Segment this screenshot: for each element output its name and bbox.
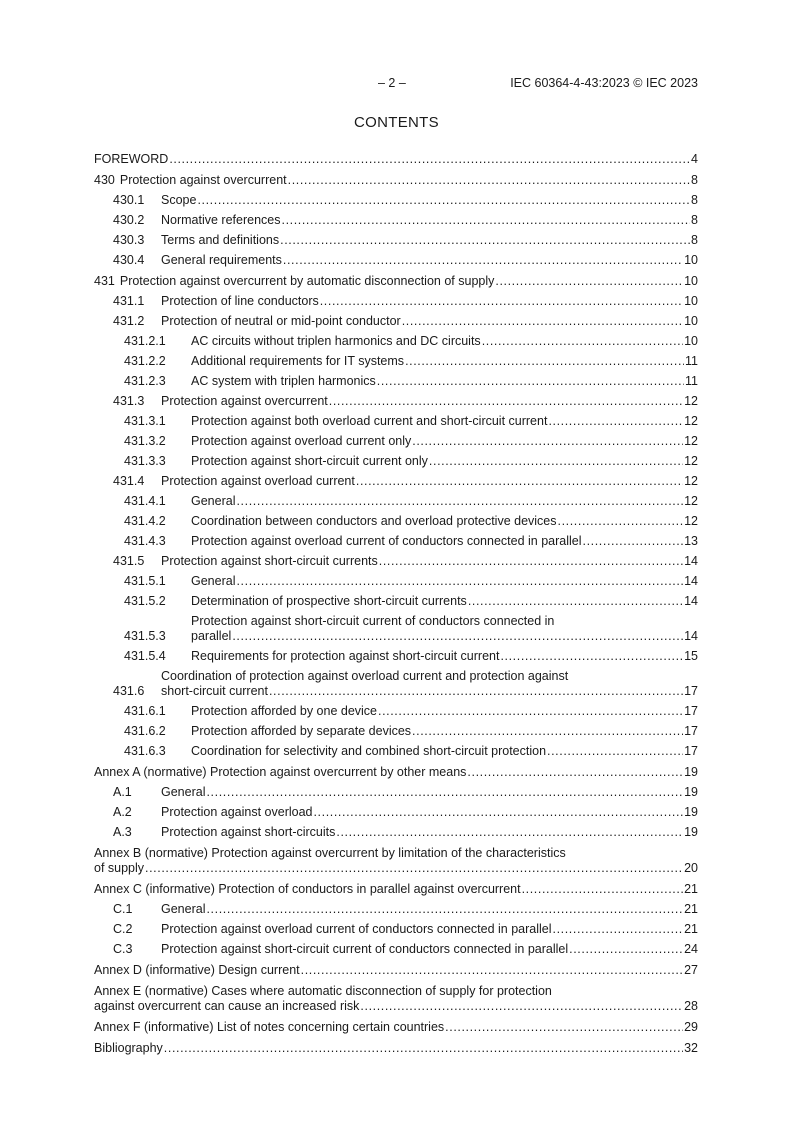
toc-entry-title: Protection against short-circuit current only xyxy=(191,454,428,468)
toc-entry-page: 19 xyxy=(684,825,698,839)
toc-entry-page: 14 xyxy=(684,629,698,643)
toc-entry[interactable] xyxy=(94,882,698,897)
toc-entry[interactable] xyxy=(94,494,698,509)
toc-entry-page: 21 xyxy=(684,882,698,896)
toc-entry-title: Annex C (informative) Protection of conductors in parallel against overcurrent xyxy=(94,882,521,896)
toc-entry[interactable] xyxy=(94,193,698,208)
toc-leader-dots xyxy=(468,594,683,609)
toc-leader-dots xyxy=(548,414,683,429)
toc-entry-body xyxy=(94,984,698,1014)
toc-entry-title: Protection against overload current of conductors connected in parallel xyxy=(161,922,552,936)
toc-entry-page: 20 xyxy=(684,861,698,875)
toc-entry[interactable] xyxy=(94,213,698,228)
page-header xyxy=(0,76,793,92)
toc-entry-number: 431.3.3 xyxy=(124,454,166,468)
toc-entry[interactable] xyxy=(94,394,698,409)
toc-entry[interactable] xyxy=(94,514,698,529)
toc-entry-page: 14 xyxy=(684,574,698,588)
toc-entry-body xyxy=(191,334,698,349)
toc-entry[interactable] xyxy=(94,724,698,739)
toc-entry[interactable] xyxy=(94,233,698,248)
toc-entry-page: 10 xyxy=(684,314,698,328)
toc-entry-title: Protection against short-circuit currents xyxy=(161,554,378,568)
toc-entry-title: Protection against overcurrent by automatic disconnection of supply xyxy=(119,274,495,288)
toc-entry-title: Protection against short-circuit current of conductors connected in xyxy=(191,614,555,628)
toc-leader-dots xyxy=(495,274,683,289)
toc-entry-page: 19 xyxy=(684,785,698,799)
toc-entry-page: 10 xyxy=(684,294,698,308)
toc-entry[interactable] xyxy=(94,614,698,644)
toc-leader-dots xyxy=(482,334,683,349)
toc-entry[interactable] xyxy=(94,534,698,549)
toc-entry-title: Coordination between conductors and overload protective devices xyxy=(191,514,557,528)
toc-entry-body xyxy=(120,274,698,289)
toc-entry[interactable] xyxy=(94,334,698,349)
toc-entry-body xyxy=(191,434,698,449)
toc-leader-dots xyxy=(569,942,683,957)
toc-entry[interactable] xyxy=(94,294,698,309)
toc-entry[interactable] xyxy=(94,173,698,188)
toc-entry-body xyxy=(94,152,698,167)
toc-entry-number: C.3 xyxy=(113,942,133,956)
toc-entry[interactable] xyxy=(94,765,698,780)
toc-entry-number: 431.5.1 xyxy=(124,574,166,588)
toc-leader-dots xyxy=(232,629,683,644)
toc-entry-title: Normative references xyxy=(161,213,281,227)
toc-entry-title: Coordination of protection against overload current and protection against xyxy=(161,669,569,683)
toc-leader-dots xyxy=(169,152,690,167)
toc-entry-page: 8 xyxy=(691,173,698,187)
toc-entry[interactable] xyxy=(94,704,698,719)
toc-leader-dots xyxy=(583,534,684,549)
toc-entry-page: 17 xyxy=(684,724,698,738)
toc-entry-number: 431.2.2 xyxy=(124,354,166,368)
toc-entry-body xyxy=(94,963,698,978)
toc-entry-page: 12 xyxy=(684,414,698,428)
toc-entry-page: 21 xyxy=(684,922,698,936)
toc-entry[interactable] xyxy=(94,805,698,820)
toc-entry-number: 431.5 xyxy=(113,554,145,568)
toc-entry-body xyxy=(191,724,698,739)
toc-entry-number: 431.3.1 xyxy=(124,414,166,428)
toc-entry-title: Determination of prospective short-circuit currents xyxy=(191,594,467,608)
toc-entry-title: Protection against overcurrent xyxy=(119,173,287,187)
toc-entry-number: 430.3 xyxy=(113,233,145,247)
toc-entry-title-continued: parallel xyxy=(191,629,232,643)
toc-entry-title: AC circuits without triplen harmonics and DC circuits xyxy=(191,334,481,348)
toc-entry-page: 12 xyxy=(684,394,698,408)
toc-entry-title: Protection afforded by separate devices xyxy=(191,724,412,738)
toc-entry-number: 431.6.3 xyxy=(124,744,166,758)
toc-entry-body xyxy=(161,213,698,228)
toc-entry-title: Annex D (informative) Design current xyxy=(94,963,300,977)
toc-entry-body xyxy=(94,1020,698,1035)
toc-entry[interactable] xyxy=(94,984,698,1014)
toc-entry-title: General xyxy=(161,902,206,916)
toc-entry-number: C.2 xyxy=(113,922,133,936)
toc-entry-page: 8 xyxy=(691,193,698,207)
toc-entry-number: 431.4.3 xyxy=(124,534,166,548)
toc-entry-number: 431.6.1 xyxy=(124,704,166,718)
toc-entry-body xyxy=(161,785,698,800)
toc-leader-dots xyxy=(336,825,683,840)
toc-entry-number: 431.3.2 xyxy=(124,434,166,448)
toc-entry-body xyxy=(191,744,698,759)
toc-entry[interactable] xyxy=(94,785,698,800)
toc-entry-number: 430.2 xyxy=(113,213,145,227)
toc-entry[interactable] xyxy=(94,963,698,978)
toc-entry-number: 431.4 xyxy=(113,474,145,488)
toc-entry-body xyxy=(191,514,698,529)
page-number: – 2 – xyxy=(378,76,406,90)
toc-entry-title: General xyxy=(161,785,206,799)
toc-leader-dots xyxy=(379,554,683,569)
toc-entry[interactable] xyxy=(94,574,698,589)
toc-entry-body xyxy=(191,704,698,719)
toc-entry-body xyxy=(161,825,698,840)
toc-entry-title: General xyxy=(191,574,236,588)
toc-entry-page: 12 xyxy=(684,514,698,528)
toc-entry-body xyxy=(94,1041,698,1056)
toc-entry-body xyxy=(94,846,698,876)
toc-entry-body xyxy=(191,594,698,609)
toc-entry-number: 431.3 xyxy=(113,394,145,408)
toc-entry-page: 12 xyxy=(684,454,698,468)
toc-entry-page: 14 xyxy=(684,554,698,568)
toc-entry-body xyxy=(161,922,698,937)
toc-entry-body xyxy=(191,534,698,549)
toc-entry-page: 12 xyxy=(684,494,698,508)
toc-entry-number: 431.5.2 xyxy=(124,594,166,608)
toc-entry-page: 29 xyxy=(684,1020,698,1034)
toc-entry-body xyxy=(161,233,698,248)
toc-entry-title: Protection against short-circuits xyxy=(161,825,336,839)
toc-leader-dots xyxy=(269,684,683,699)
toc-entry-body xyxy=(94,765,698,780)
toc-entry-title: General requirements xyxy=(161,253,282,267)
toc-entry-title: General xyxy=(191,494,236,508)
toc-entry-body xyxy=(191,614,698,644)
toc-entry-number: 431.6.2 xyxy=(124,724,166,738)
toc-entry[interactable] xyxy=(94,942,698,957)
toc-leader-dots xyxy=(412,724,683,739)
toc-entry-number: 431.2.1 xyxy=(124,334,166,348)
toc-leader-dots xyxy=(320,294,683,309)
toc-entry-page: 10 xyxy=(684,274,698,288)
toc-entry-title: Additional requirements for IT systems xyxy=(191,354,405,368)
toc-entry-title: Annex B (normative) Protection against overcurrent by limitation of the characteristics xyxy=(94,846,566,860)
toc-entry-body xyxy=(161,669,698,699)
toc-entry-body xyxy=(94,882,698,897)
toc-entry-page: 12 xyxy=(684,474,698,488)
toc-entry-body xyxy=(191,574,698,589)
toc-entry-number: A.1 xyxy=(113,785,132,799)
toc-leader-dots xyxy=(236,574,683,589)
toc-leader-dots xyxy=(301,963,683,978)
toc-leader-dots xyxy=(288,173,690,188)
toc-entry-number: 431.4.1 xyxy=(124,494,166,508)
toc-entry-number: A.3 xyxy=(113,825,132,839)
toc-leader-dots xyxy=(206,785,683,800)
toc-entry[interactable] xyxy=(94,314,698,329)
page-title: CONTENTS xyxy=(354,114,439,131)
toc-entry-title: Terms and definitions xyxy=(161,233,280,247)
toc-entry-page: 19 xyxy=(684,765,698,779)
toc-entry-title: Protection against overload current of conductors connected in parallel xyxy=(191,534,582,548)
toc-entry-title: Protection against overcurrent xyxy=(161,394,328,408)
toc-entry-body xyxy=(120,173,698,188)
toc-leader-dots xyxy=(206,902,683,917)
toc-entry-body xyxy=(161,902,698,917)
toc-entry[interactable] xyxy=(94,152,698,167)
toc-entry[interactable] xyxy=(94,414,698,429)
toc-entry-body xyxy=(191,354,698,369)
toc-entry[interactable] xyxy=(94,649,698,664)
toc-entry-title-continued: against overcurrent can cause an increased risk xyxy=(94,999,360,1013)
toc-leader-dots xyxy=(356,474,683,489)
toc-leader-dots xyxy=(522,882,684,897)
toc-entry[interactable] xyxy=(94,374,698,389)
toc-entry[interactable] xyxy=(94,594,698,609)
toc-entry[interactable] xyxy=(94,846,698,876)
toc-entry[interactable] xyxy=(94,474,698,489)
toc-entry-page: 17 xyxy=(684,704,698,718)
toc-leader-dots xyxy=(467,765,683,780)
toc-entry[interactable] xyxy=(94,434,698,449)
toc-entry-title: Protection against short-circuit current of conductors connected in parallel xyxy=(161,942,569,956)
toc-entry-title-continued: of supply xyxy=(94,861,145,875)
toc-leader-dots xyxy=(280,233,690,248)
toc-entry[interactable] xyxy=(94,1020,698,1035)
toc-leader-dots xyxy=(282,213,691,228)
toc-entry[interactable] xyxy=(94,922,698,937)
toc-entry-body xyxy=(191,649,698,664)
toc-entry-page: 4 xyxy=(691,152,698,166)
toc-entry-number: 431.2.3 xyxy=(124,374,166,388)
toc-entry-number: 431.4.2 xyxy=(124,514,166,528)
toc-entry-page: 24 xyxy=(684,942,698,956)
toc-entry-number: 431.6 xyxy=(113,684,145,698)
toc-entry-body xyxy=(161,805,698,820)
toc-entry-continuation xyxy=(161,684,698,699)
toc-entry-number: 431.2 xyxy=(113,314,145,328)
toc-entry-number: 430.1 xyxy=(113,193,145,207)
toc-entry-title: Annex F (informative) List of notes concerning certain countries xyxy=(94,1020,445,1034)
toc-entry[interactable] xyxy=(94,825,698,840)
toc-entry-page: 32 xyxy=(684,1041,698,1055)
toc-entry-body xyxy=(191,414,698,429)
toc-entry-title: Protection afforded by one device xyxy=(191,704,378,718)
toc-entry-number: 431.5.4 xyxy=(124,649,166,663)
toc-entry-page: 8 xyxy=(691,213,698,227)
toc-entry-body xyxy=(191,494,698,509)
toc-entry-page: 17 xyxy=(684,684,698,698)
toc-entry-title: Annex E (normative) Cases where automatic disconnection of supply for protection xyxy=(94,984,552,998)
table-of-contents xyxy=(94,146,698,1056)
toc-entry-title: Protection against overload xyxy=(161,805,313,819)
toc-leader-dots xyxy=(558,514,684,529)
toc-entry-title: Coordination for selectivity and combined short-circuit protection xyxy=(191,744,547,758)
toc-entry-body xyxy=(161,474,698,489)
toc-entry-body xyxy=(161,554,698,569)
toc-entry-page: 14 xyxy=(684,594,698,608)
toc-leader-dots xyxy=(553,922,684,937)
toc-leader-dots xyxy=(236,494,683,509)
toc-entry-page: 21 xyxy=(684,902,698,916)
toc-entry-title: Bibliography xyxy=(94,1041,163,1055)
toc-entry-title: Protection against both overload current and short-circuit current xyxy=(191,414,548,428)
toc-entry-page: 11 xyxy=(685,374,698,388)
toc-leader-dots xyxy=(547,744,683,759)
toc-leader-dots xyxy=(377,374,684,389)
toc-entry-page: 13 xyxy=(684,534,698,548)
toc-entry-title: Requirements for protection against short-circuit current xyxy=(191,649,500,663)
toc-entry-continuation xyxy=(94,999,698,1014)
toc-entry-number: 431.1 xyxy=(113,294,145,308)
toc-leader-dots xyxy=(145,861,683,876)
toc-leader-dots xyxy=(164,1041,683,1056)
toc-leader-dots xyxy=(329,394,683,409)
toc-entry-page: 27 xyxy=(684,963,698,977)
toc-entry-title: Protection against overload current xyxy=(161,474,355,488)
toc-entry-title: FOREWORD xyxy=(94,152,169,166)
toc-leader-dots xyxy=(405,354,684,369)
toc-entry-body xyxy=(161,394,698,409)
toc-entry-number: 431 xyxy=(94,274,115,288)
document-copyright: IEC 60364-4-43:2023 © IEC 2023 xyxy=(510,76,698,90)
toc-entry-page: 8 xyxy=(691,233,698,247)
toc-entry-body xyxy=(161,942,698,957)
toc-entry-title: AC system with triplen harmonics xyxy=(191,374,376,388)
toc-leader-dots xyxy=(402,314,683,329)
toc-entry-number: 430 xyxy=(94,173,115,187)
toc-entry[interactable] xyxy=(94,669,698,699)
toc-entry-page: 19 xyxy=(684,805,698,819)
toc-entry-body xyxy=(161,294,698,309)
toc-leader-dots xyxy=(500,649,683,664)
toc-leader-dots xyxy=(313,805,683,820)
toc-entry[interactable] xyxy=(94,454,698,469)
toc-entry[interactable] xyxy=(94,253,698,268)
toc-entry[interactable] xyxy=(94,274,698,289)
toc-leader-dots xyxy=(378,704,683,719)
toc-entry-body xyxy=(191,454,698,469)
toc-entry-title-continued: short-circuit current xyxy=(161,684,268,698)
toc-entry-continuation xyxy=(191,629,698,644)
toc-entry[interactable] xyxy=(94,554,698,569)
toc-entry-continuation xyxy=(94,861,698,876)
toc-entry[interactable] xyxy=(94,902,698,917)
toc-entry[interactable] xyxy=(94,354,698,369)
toc-entry-page: 10 xyxy=(684,334,698,348)
toc-entry-page: 11 xyxy=(685,354,698,368)
toc-entry-number: A.2 xyxy=(113,805,132,819)
toc-entry-title: Scope xyxy=(161,193,197,207)
toc-entry[interactable] xyxy=(94,744,698,759)
toc-leader-dots xyxy=(360,999,683,1014)
toc-entry[interactable] xyxy=(94,1041,698,1056)
toc-entry-number: C.1 xyxy=(113,902,133,916)
toc-leader-dots xyxy=(197,193,690,208)
toc-entry-title: Protection against overload current only xyxy=(191,434,412,448)
toc-entry-number: 431.5.3 xyxy=(124,629,166,643)
toc-entry-body xyxy=(191,374,698,389)
toc-entry-body xyxy=(161,193,698,208)
toc-entry-page: 12 xyxy=(684,434,698,448)
toc-entry-page: 10 xyxy=(684,253,698,267)
toc-entry-title: Annex A (normative) Protection against overcurrent by other means xyxy=(94,765,467,779)
toc-entry-body xyxy=(161,314,698,329)
toc-entry-body xyxy=(161,253,698,268)
toc-entry-page: 28 xyxy=(684,999,698,1013)
toc-leader-dots xyxy=(412,434,683,449)
toc-entry-title: Protection of neutral or mid-point conductor xyxy=(161,314,401,328)
toc-entry-number: 430.4 xyxy=(113,253,145,267)
toc-leader-dots xyxy=(429,454,683,469)
toc-leader-dots xyxy=(445,1020,683,1035)
toc-entry-page: 17 xyxy=(684,744,698,758)
toc-entry-page: 15 xyxy=(684,649,698,663)
toc-entry-title: Protection of line conductors xyxy=(161,294,319,308)
toc-leader-dots xyxy=(283,253,683,268)
